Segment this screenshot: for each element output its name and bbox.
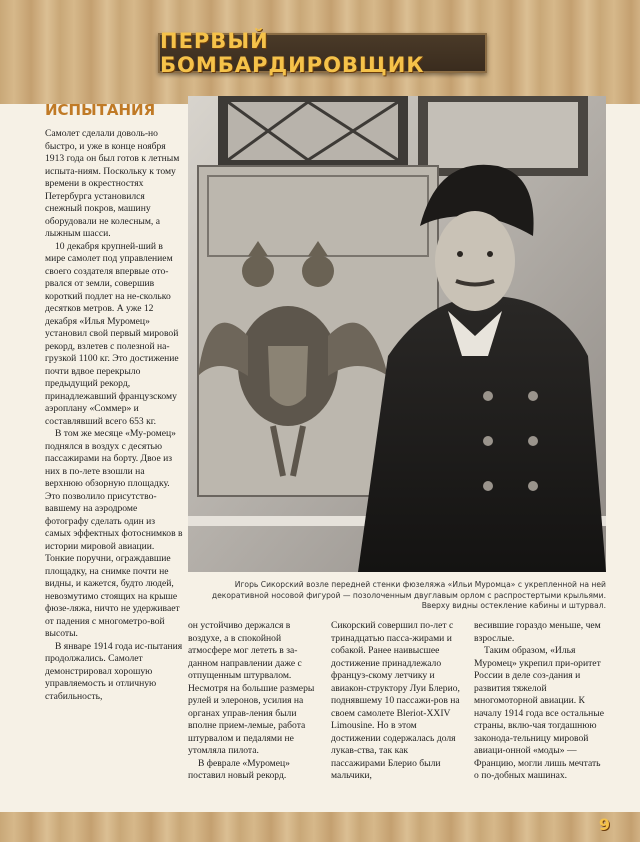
caption-line: Вверху видны остекление кабины и штурвал.	[421, 601, 606, 610]
paragraph: В том же месяце «Му-ромец» поднялся в воздух с десятью пассажирами на борту. Двое из них в по-лете взошли на верхнюю обзорную площадку. Это позволило присутство-вавшему на аэродроме фотографу сделать один из самых эффектных фотоснимков в истории мировой авиации. Тонкие поручни, ограждавшие площадку, на снимке почти не видны, и кажется, будто людей, невозмутимо стоящих на крыше фюзе-ляжа, ничто не удерживает от падения с многометро-вой высоты.	[45, 428, 183, 639]
caption-line: декоративной носовой фигурой — позолоченным двуглавым орлом с распростертыми крыльями.	[211, 590, 606, 600]
text-column-2	[188, 620, 320, 783]
page-number: 9	[598, 815, 610, 834]
paragraph: В январе 1914 года ис-пытания продолжались. Самолет демонстрировал хорошую управляемость и отличную стабильность,	[45, 640, 183, 702]
caption-line: Игорь Сикорский возле передней стенки фюзеляжа «Ильи Муромца» с укрепленной на ней	[234, 580, 606, 589]
left-text-column	[45, 128, 183, 703]
section-heading: ИСПЫТАНИЯ	[45, 101, 156, 119]
paragraph: Самолет сделали доволь-но быстро, и уже в конце ноября 1913 года он был готов к летным испыта-ниям. Поскольку к тому времени в окрестностях Петербурга установился снежный покров, машину оборудовали не колесным, а лыжным шасси.	[45, 128, 180, 239]
paragraph: В феврале «Муромец» поставил новый рекорд.	[188, 757, 290, 781]
historical-photo	[188, 96, 606, 572]
paragraph: Сикорский совершил по-лет с тринадцатью пасса-жирами и собакой. Ранее наивысшее достижение принадлежало француз-скому летчику и авиакон-структору Луи Блерио, поднявшему 10 пассажи-ров на своем самолете Bleriot-XXIV Limousine. Но в этом достижении содержалась доля лукав-ства, так как пассажирами Блерио были мальчики,	[331, 620, 460, 781]
text-column-3	[331, 620, 463, 783]
photo-illustration	[188, 96, 606, 572]
wood-footer	[0, 812, 640, 842]
text-column-4	[474, 620, 606, 783]
page-title-banner	[158, 29, 487, 77]
photo-caption	[188, 580, 606, 612]
page-title: ПЕРВЫЙ БОМБАРДИРОВЩИК	[160, 29, 425, 77]
paragraph: Таким образом, «Илья Муромец» укрепил при-оритет России в деле соз-дания и развития тяжелой многомоторной авиации. К началу 1914 года все остальные страны, вклю-чая тогдашнюю законода-тельницу мировой авиаци-онной «моды» — Францию, могли лишь мечтать о по-добных машинах.	[474, 645, 604, 781]
paragraph: весившие гораздо меньше, чем взрослые.	[474, 620, 601, 644]
paragraph: он устойчиво держался в воздухе, а в спокойной атмосфере мог лететь в за-данном направлении даже с отпущенным штурвалом. Несмотря на большие размеры рулей и элеронов, усилия на органах управ-ления были вполне прием-лемые, работа штурвалом и педалями не утомляла пилота.	[188, 620, 315, 756]
paragraph: 10 декабря крупней-ший в мире самолет под управлением своего создателя впервые ото-рвался от земли, совершив короткий подлет на не-сколько десятков метров. А уже 12 декабря «Илья Муромец» установил свой первый мировой рекорд, взлетев с полезной на-грузкой 1100 кг. Это достижение почти вдвое перекрыло предыдущий рекорд, принадлежавший французскому аэроплану «Соммер» и составлявший всего 653 кг.	[45, 240, 179, 427]
